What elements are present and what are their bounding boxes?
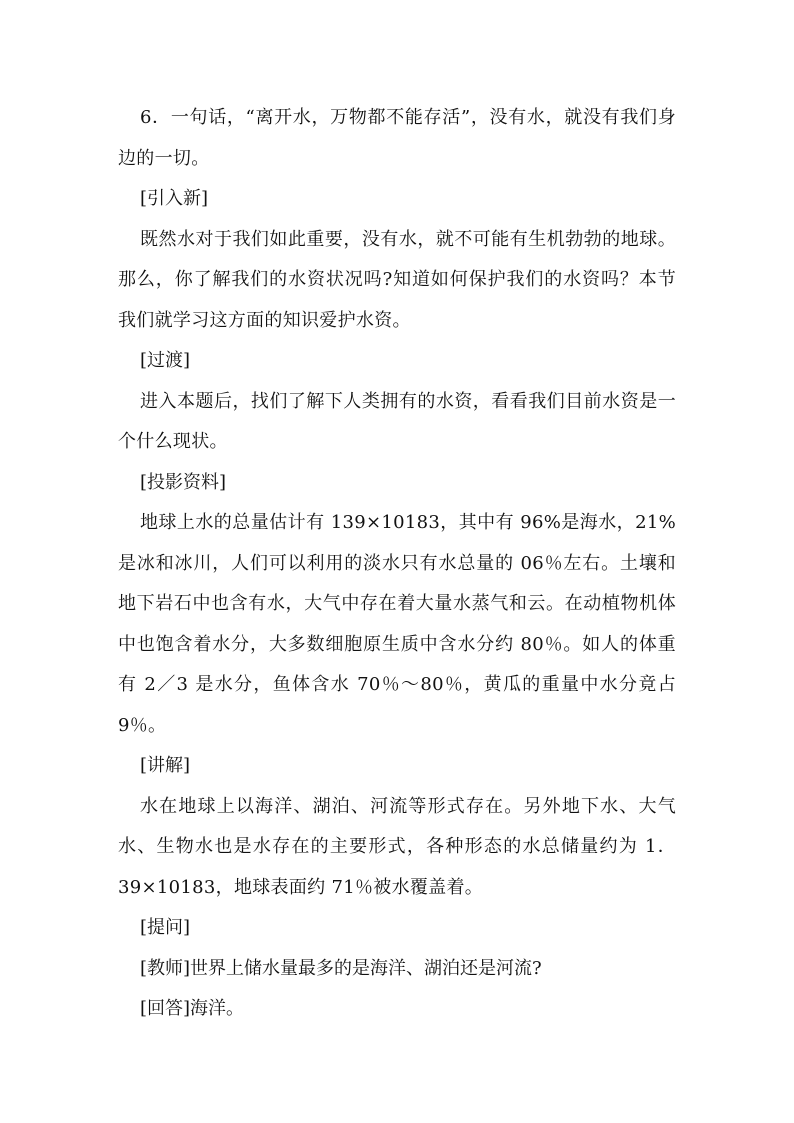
- section-label-explanation: [讲解]: [140, 755, 191, 776]
- section-label-question: [提问]: [140, 917, 191, 938]
- section-label-introduce-new: [引入新]: [140, 188, 209, 209]
- teacher-question: [教师]世界上储水量最多的是海洋、湖泊还是河流?: [140, 957, 542, 979]
- paragraph-intro-sentence: 6．一句话，“离开水，万物都不能存活”，没有水，就没有我们身边的一切。: [118, 107, 676, 169]
- section-label-transition: [过渡]: [140, 350, 191, 371]
- section-label-projection: [投影资料]: [140, 471, 227, 493]
- document-body: [118, 98, 676, 1030]
- paragraph-water-forms: 水在地球上以海洋、湖泊、河流等形式存在。另外地下水、大气水、生物水也是水存在的主要形式，各种形态的水总储量约为 1．39×10183，地球表面约 71％被水覆盖着。: [118, 795, 676, 898]
- paragraph-water-importance: 既然水对于我们如此重要，没有水，就不可能有生机勃勃的地球。那么，你了解我们的水资状况吗?知道如何保护我们的水资吗？本节我们就学习这方面的知识爱护水资。: [118, 228, 676, 331]
- paragraph-water-status: 进入本题后，找们了解下人类拥有的水资，看看我们目前水资是一个什么现状。: [118, 390, 676, 452]
- student-answer: [回答]海洋。: [140, 998, 245, 1019]
- paragraph-water-statistics: 地球上水的总量估计有 139×10183，其中有 96%是海水，21%是冰和冰川，人们可以利用的淡水只有水总量的 06％左右。土壤和地下岩石中也含有水，大气中存在着大量水蒸气和云。在动植物机体中也饱含着水分，大多数细胞原生质中含水分约 80％。如人的体重有 2／3 是水分，鱼体含水 70％～80％，黄瓜的重量中水分竟占 9％。: [118, 512, 676, 736]
